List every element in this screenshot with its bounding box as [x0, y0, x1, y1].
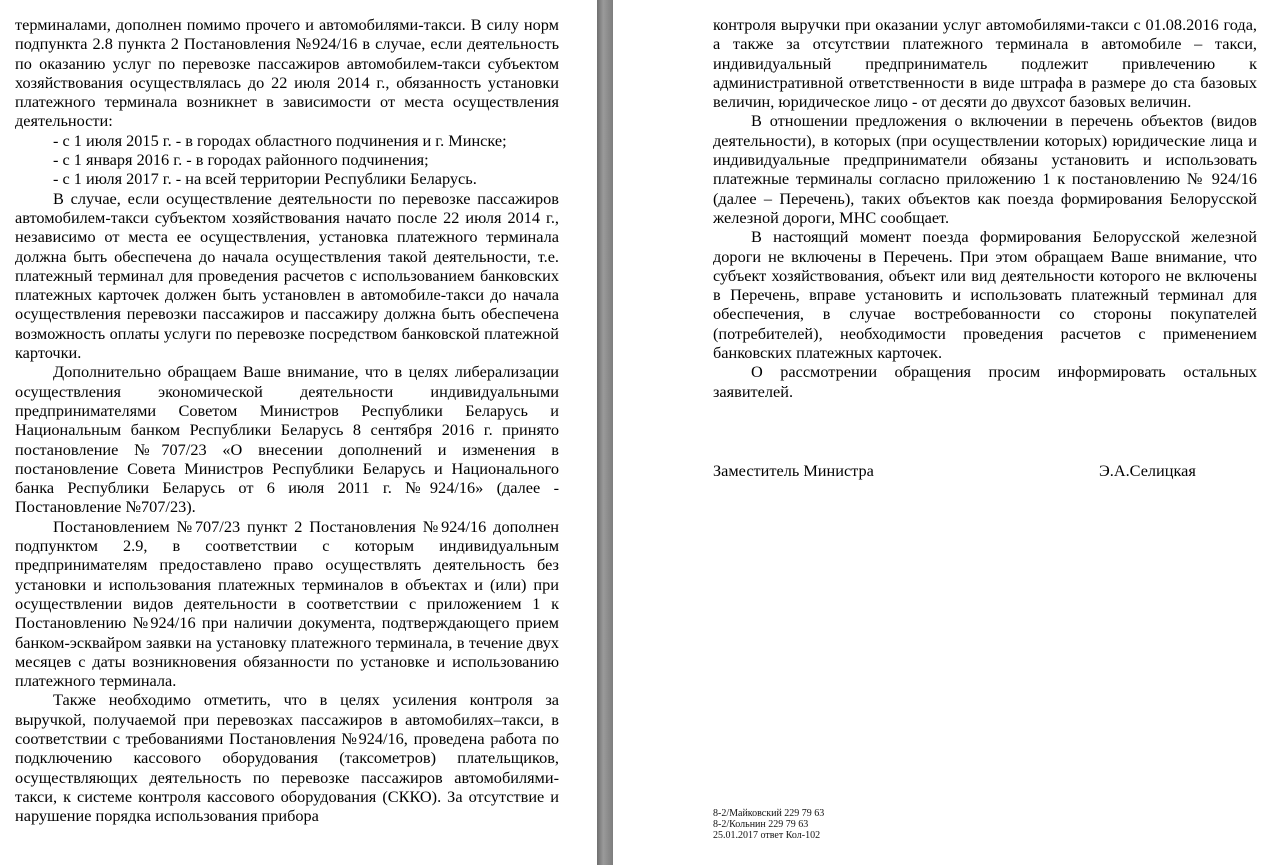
signatory-name: Э.А.Селицкая — [1099, 461, 1196, 480]
document-page-right — [613, 0, 1280, 865]
list-item: - с 1 июля 2017 г. - на всей территории Республики Беларусь. — [53, 169, 477, 189]
paragraph: контроля выручки при оказании услуг автомобилями-такси с 01.08.2016 года, а также за отсутствии платежного терминала в автомобиле – такси, индивидуальный предприниматель подлежит привлечению к административной ответственности в виде штрафа в размере до ста базовых величин, юридическое лицо - от десяти до двухсот базовых величин. — [713, 15, 1257, 112]
paragraph: В случае, если осуществление деятельности по перевозке пассажиров автомобилем-такси субъектом хозяйствования начато после 22 июля 2014 г., независимо от места ее осуществления, установка платежного терминала должна быть обеспечена до начала осуществления такой деятельности, т.е. платежный терминал для проведения расчетов с использованием банковских платежных карточек должен быть установлен в автомобиле-такси до начала осуществления перевозки пассажиров и пассажиру должна быть обеспечена возможность оплаты услуги по перевозке посредством банковской платежной карточки. — [15, 188, 559, 363]
page-body — [15, 15, 559, 825]
paragraph: В настоящий момент поезда формирования Белорусской железной дороги не включены в Перечень. При этом обращаем Ваше внимание, что субъект хозяйствования, объект или вид деятельности которого не включены в Перечень, вправе установить и использовать платежный терминал для обеспечения, в случае востребованности со стороны покупателей (потребителей), необходимости проведения расчетов с применением банковских платежных карточек. — [713, 227, 1257, 363]
paragraph: В отношении предложения о включении в перечень объектов (видов деятельности), в которых (при осуществлении которых) юридические лица и индивидуальные предприниматели обязаны установить и использовать платежные терминалы согласно приложению 1 к постановлению № 924/16 (далее – Перечень), таких объектов как поезда формирования Белорусской железной дороги, МНС сообщает. — [713, 111, 1257, 227]
signatory-role: Заместитель Министра — [713, 461, 874, 480]
paragraph: Постановлением №707/23 пункт 2 Постановления №924/16 дополнен подпунктом 2.9, в соответствии с которым индивидуальным предпринимателям предоставлено право осуществлять деятельность без установки и использования платежных терминалов в объектах и (или) при осуществлении видов деятельности в соответствии с приложением 1 к Постановлению №924/16 при наличии документа, подтверждающего прием банком-эсквайром заявки на установку платежного терминала, в течение двух месяцев с даты возникновения обязанности по установке и использованию платежного терминала. — [15, 516, 559, 691]
paragraph: О рассмотрении обращения просим информировать остальных заявителей. — [713, 362, 1257, 401]
footer-line: 8-2/Майковский 229 79 63 — [713, 808, 825, 819]
footer-line: 25.01.2017 ответ Кол-102 — [713, 830, 821, 841]
document-page-left — [0, 0, 597, 865]
executor-footer — [713, 808, 824, 841]
paragraph: Также необходимо отметить, что в целях усиления контроля за выручкой, получаемой при перевозках пассажиров в автомобилях–такси, в соответствии с требованиями Постановления №924/16, проведена работа по подключению кассового оборудования (таксометров) плательщиков, осуществляющих деятельность по перевозке пассажиров автомобилями-такси, к системе контроля кассового оборудования (СККО). За отсутствие и нарушение порядка использования прибора — [15, 690, 559, 826]
list-item: - с 1 июля 2015 г. - в городах областного подчинения и г. Минске; — [53, 130, 507, 150]
footer-line: 8-2/Кольнин 229 79 63 — [713, 819, 809, 830]
paragraph: терминалами, дополнен помимо прочего и автомобилями-такси. В силу норм подпункта 2.8 пункта 2 Постановления №924/16 в случае, если деятельность по оказанию услуг по перевозке пассажиров автомобилем-такси субъектом хозяйствования осуществлялась до 22 июля 2014 г., обязанность установки платежного терминала возникнет в зависимости от места осуществления деятельности: — [15, 15, 559, 131]
list-item: - с 1 января 2016 г. - в городах районного подчинения; — [53, 150, 429, 170]
paragraph: Дополнительно обращаем Ваше внимание, что в целях либерализации осуществления экономической деятельности индивидуальными предпринимателями Советом Министров Республики Беларусь и Национальным банком Республики Беларусь 8 сентября 2016 г. принято постановление №707/23 «О внесении дополнений и изменения в постановление Совета Министров Республики Беларусь и Национального банка Республики Беларусь от 6 июля 2011 г. №924/16» (далее - Постановление №707/23). — [15, 362, 559, 517]
page-body — [713, 15, 1257, 401]
page-gutter — [597, 0, 613, 865]
